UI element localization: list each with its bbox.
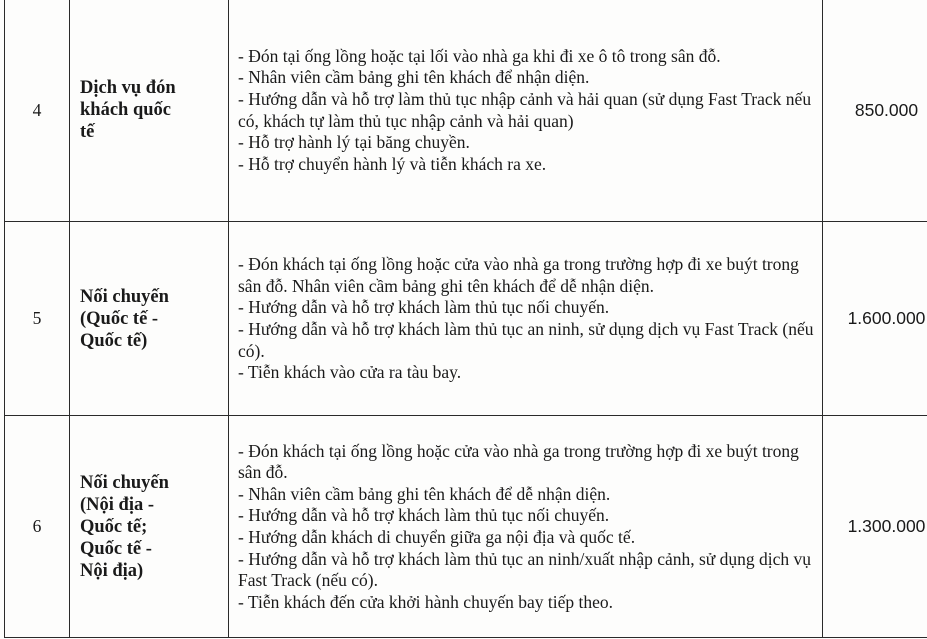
description-line: - Hướng dẫn và hỗ trợ khách làm thủ tục nối chuyến.: [238, 505, 610, 526]
service-name: [70, 0, 229, 222]
service-name-line: (Nội địa -: [80, 494, 154, 515]
service-name-line: Dịch vụ đón: [80, 78, 176, 98]
service-description: [229, 416, 823, 638]
description-line: - Hướng dẫn và hỗ trợ làm thủ tục nhập cảnh và hải quan (sử dụng Fast Track nếu có, khách tự làm thủ tục nhập cảnh và hải quan): [238, 88, 812, 131]
description-line: - Đón khách tại ống lồng hoặc cửa vào nhà ga trong trường hợp đi xe buýt trong sân đỗ. Nhân viên cầm bảng ghi tên khách để dễ nhận diện.: [238, 254, 799, 296]
service-price: 1.600.000: [823, 222, 927, 416]
service-description: [229, 0, 823, 222]
service-name: [70, 222, 229, 416]
row-number: 4: [5, 0, 70, 222]
row-number: 6: [5, 416, 70, 638]
description-line: - Hướng dẫn và hỗ trợ khách làm thủ tục nối chuyến.: [238, 297, 610, 318]
service-name-line: Quốc tế;: [80, 516, 148, 537]
description-line: - Đón khách tại ống lồng hoặc cửa vào nhà ga trong trường hợp đi xe buýt trong sân đỗ.: [238, 440, 799, 483]
service-name-line: Nối chuyến: [80, 286, 169, 307]
description-line: - Nhân viên cầm bảng ghi tên khách để dễ nhận diện.: [238, 483, 611, 504]
service-name-line: Nối chuyến: [80, 472, 169, 493]
description-line: - Hướng dẫn khách di chuyển giữa ga nội địa và quốc tế.: [238, 527, 636, 547]
description-line: - Hỗ trợ hành lý tại băng chuyền.: [238, 132, 470, 153]
table-row: [5, 416, 927, 638]
description-line: - Nhân viên cầm bảng ghi tên khách để nhận diện.: [238, 67, 590, 88]
description-line: - Tiễn khách đến cửa khởi hành chuyến bay tiếp theo.: [238, 591, 613, 612]
service-description: [229, 222, 823, 416]
service-price: 850.000: [823, 0, 927, 222]
service-name-line: tế: [80, 122, 95, 142]
service-name: [70, 416, 229, 638]
service-name-line: khách quốc: [80, 100, 171, 120]
description-line: - Hướng dẫn và hỗ trợ khách làm thủ tục an ninh/xuất nhập cảnh, sử dụng dịch vụ Fast Track (nếu có).: [238, 548, 812, 591]
table-row: [5, 0, 927, 222]
service-name-line: (Quốc tế -: [80, 308, 159, 329]
description-line: - Hướng dẫn và hỗ trợ khách làm thủ tục an ninh, sử dụng dịch vụ Fast Track (nếu có).: [238, 319, 814, 361]
description-line: - Tiễn khách vào cửa ra tàu bay.: [238, 362, 462, 383]
table-row: [5, 222, 927, 416]
description-line: - Đón tại ống lồng hoặc tại lối vào nhà ga khi đi xe ô tô trong sân đỗ.: [238, 45, 721, 66]
description-line: - Hỗ trợ chuyển hành lý và tiễn khách ra xe.: [238, 153, 547, 174]
row-number: 5: [5, 222, 70, 416]
service-price: 1.300.000: [823, 416, 927, 638]
service-name-line: Quốc tế): [80, 330, 148, 351]
service-price-table: [4, 0, 927, 638]
service-name-line: Quốc tế -: [80, 538, 152, 559]
service-name-line: Nội địa): [80, 560, 144, 581]
